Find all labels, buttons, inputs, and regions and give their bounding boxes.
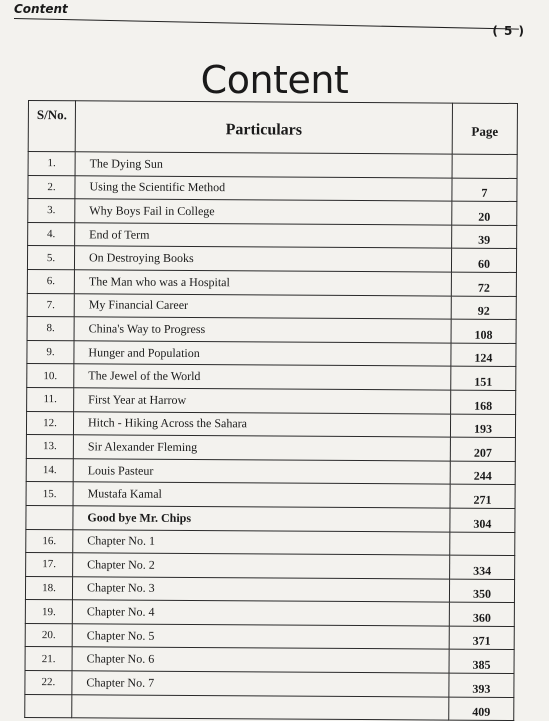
table-row — [26, 458, 515, 485]
row-page: 108 — [451, 319, 516, 343]
table-row — [27, 317, 516, 344]
table-row — [25, 671, 514, 698]
header-page: Page — [452, 103, 517, 154]
row-sno: 3. — [28, 199, 75, 223]
table-row — [28, 152, 517, 179]
row-sno: 6. — [27, 269, 74, 293]
row-title: Chapter No. 6 — [72, 647, 449, 673]
row-sno: 4. — [28, 222, 75, 246]
row-title: Good bye Mr. Chips — [73, 506, 450, 532]
row-page: 60 — [451, 248, 516, 272]
table-row — [25, 623, 514, 650]
row-sno: 18. — [25, 576, 72, 600]
row-title: The Jewel of the World — [74, 364, 451, 390]
table-row — [28, 175, 517, 202]
table-row — [26, 553, 515, 580]
contents-table — [24, 100, 518, 721]
table-row — [26, 435, 515, 462]
row-page: 193 — [450, 414, 515, 438]
table-row — [26, 482, 515, 509]
row-page: 39 — [452, 225, 517, 249]
row-title: First Year at Harrow — [74, 388, 451, 414]
row-sno: 14. — [26, 458, 73, 482]
row-sno — [25, 694, 72, 718]
row-title: Mustafa Kamal — [73, 482, 450, 508]
row-sno: 20. — [25, 623, 72, 647]
row-page: 350 — [449, 579, 514, 603]
row-page: 371 — [449, 626, 514, 650]
row-page: 124 — [451, 343, 516, 367]
row-sno: 12. — [26, 411, 73, 435]
row-title: Louis Pasteur — [73, 459, 450, 485]
row-page: 207 — [450, 437, 515, 461]
table-row — [27, 387, 516, 414]
header-particulars: Particulars — [75, 101, 452, 154]
row-page: 385 — [449, 650, 514, 674]
row-title: Chapter No. 2 — [73, 553, 450, 579]
row-sno: 2. — [28, 175, 75, 199]
row-sno: 13. — [26, 435, 73, 459]
row-sno: 8. — [27, 317, 74, 341]
row-title: Chapter No. 5 — [72, 624, 449, 650]
row-title: Chapter No. 7 — [72, 671, 449, 697]
row-title: On Destroying Books — [74, 246, 451, 272]
row-page — [450, 532, 515, 556]
row-sno: 1. — [28, 152, 75, 176]
row-sno: 10. — [27, 364, 74, 388]
row-page: 334 — [450, 555, 515, 579]
row-title: Hunger and Population — [74, 341, 451, 367]
header-rule — [14, 18, 519, 30]
row-sno: 16. — [26, 529, 73, 553]
row-page: 360 — [449, 602, 514, 626]
row-title — [72, 694, 449, 720]
row-page: 304 — [450, 508, 515, 532]
table-row — [27, 364, 516, 391]
row-page: 168 — [451, 390, 516, 414]
row-page: 409 — [449, 697, 514, 721]
row-page: 151 — [451, 366, 516, 390]
row-sno: 11. — [27, 387, 74, 411]
row-title: China's Way to Progress — [74, 317, 451, 343]
row-title: Sir Alexander Fleming — [73, 435, 450, 461]
row-sno: 22. — [25, 671, 72, 695]
table-row — [25, 576, 514, 603]
row-page: 271 — [450, 484, 515, 508]
table-row — [27, 269, 516, 296]
table-row — [28, 222, 517, 249]
row-page: 7 — [452, 178, 517, 202]
table-header-row — [28, 101, 517, 155]
table-row — [27, 293, 516, 320]
row-sno: 17. — [26, 553, 73, 577]
row-page: 393 — [449, 673, 514, 697]
row-title: Using the Scientific Method — [75, 175, 452, 201]
row-sno: 7. — [27, 293, 74, 317]
row-title: Chapter No. 1 — [73, 529, 450, 555]
table-row — [26, 529, 515, 556]
row-page: 20 — [452, 201, 517, 225]
row-title: My Financial Career — [74, 293, 451, 319]
row-title: End of Term — [75, 223, 452, 249]
row-page: 244 — [450, 461, 515, 485]
row-sno: 15. — [26, 482, 73, 506]
row-title: Chapter No. 3 — [72, 576, 449, 602]
row-sno: 19. — [25, 600, 72, 624]
table-row — [27, 246, 516, 273]
row-title: Hitch - Hiking Across the Sahara — [73, 411, 450, 437]
row-page — [452, 154, 517, 178]
row-page: 72 — [451, 272, 516, 296]
row-title: Chapter No. 4 — [72, 600, 449, 626]
page-number: ( 5 ) — [492, 24, 525, 38]
row-page: 92 — [451, 296, 516, 320]
table-row — [25, 694, 514, 721]
table-row — [25, 600, 514, 627]
header-sno: S/No. — [28, 101, 75, 152]
running-head: Content — [14, 2, 68, 16]
contents-body — [25, 152, 517, 721]
table-row — [25, 647, 514, 674]
row-title: Why Boys Fail in College — [75, 199, 452, 225]
row-title: The Man who was a Hospital — [74, 270, 451, 296]
row-sno: 9. — [27, 340, 74, 364]
row-title: The Dying Sun — [75, 152, 452, 178]
table-row — [26, 411, 515, 438]
section-row — [26, 505, 515, 532]
table-row — [27, 340, 516, 367]
row-sno — [26, 505, 73, 529]
row-sno: 21. — [25, 647, 72, 671]
row-sno: 5. — [27, 246, 74, 270]
page-title: Content — [200, 58, 349, 102]
table-row — [28, 199, 517, 226]
